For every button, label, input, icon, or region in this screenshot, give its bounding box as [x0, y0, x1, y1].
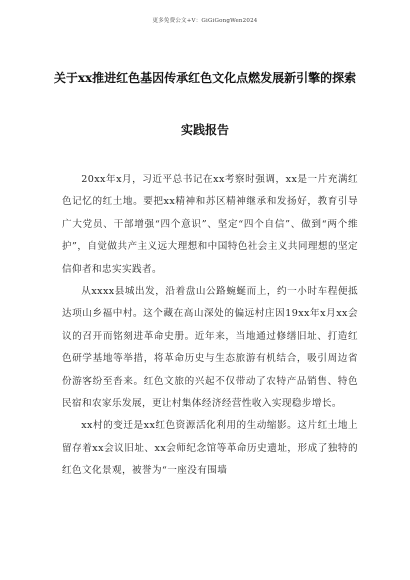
document-title: 关于xx推进红色基因传承红色文化点燃发展新引擎的探索	[53, 71, 357, 85]
body-paragraph-3: xx村的变迁是xx红色资源活化利用的生动缩影。这片红土地上留存着xx会议旧址、xx会师纪念馆等革命历史遗址，形成了独特的红色文化景观，被誉为“一座没有围墙	[62, 420, 358, 477]
header-note: 更多免费公文+V：GiGiGongWen2024	[152, 18, 258, 24]
body-paragraph-2: 从xxxx县城出发，沿着盘山公路蜿蜒而上，约一小时车程便抵达项山乡福中村。这个藏在高山深处的偏远村庄因19xx年x月xx会议的召开而铭刻进革命史册。近年来，当地通过修缮旧址、打造红色研学基地等举措，将革命历史与生态旅游有机结合，吸引周边省份游客纷至沓来。红色文旅的兴起不仅带动了农特产品销售、特色民宿和农家乐发展，更让村集体经济经营性收入实现稳步增长。	[62, 286, 358, 410]
document-body	[62, 169, 358, 483]
document-subtitle: 实践报告	[180, 123, 229, 137]
body-paragraph-1: 20xx年x月，习近平总书记在xx考察时强调，xx是一片充满红色记忆的红土地。要把xx精神和苏区精神继承和发扬好，教育引导广大党员、干部增强“四个意识”、坚定“四个自信”、做到“两个维护”，自觉做共产主义远大理想和中国特色社会主义共同理想的坚定信仰者和忠实实践者。	[62, 174, 358, 275]
